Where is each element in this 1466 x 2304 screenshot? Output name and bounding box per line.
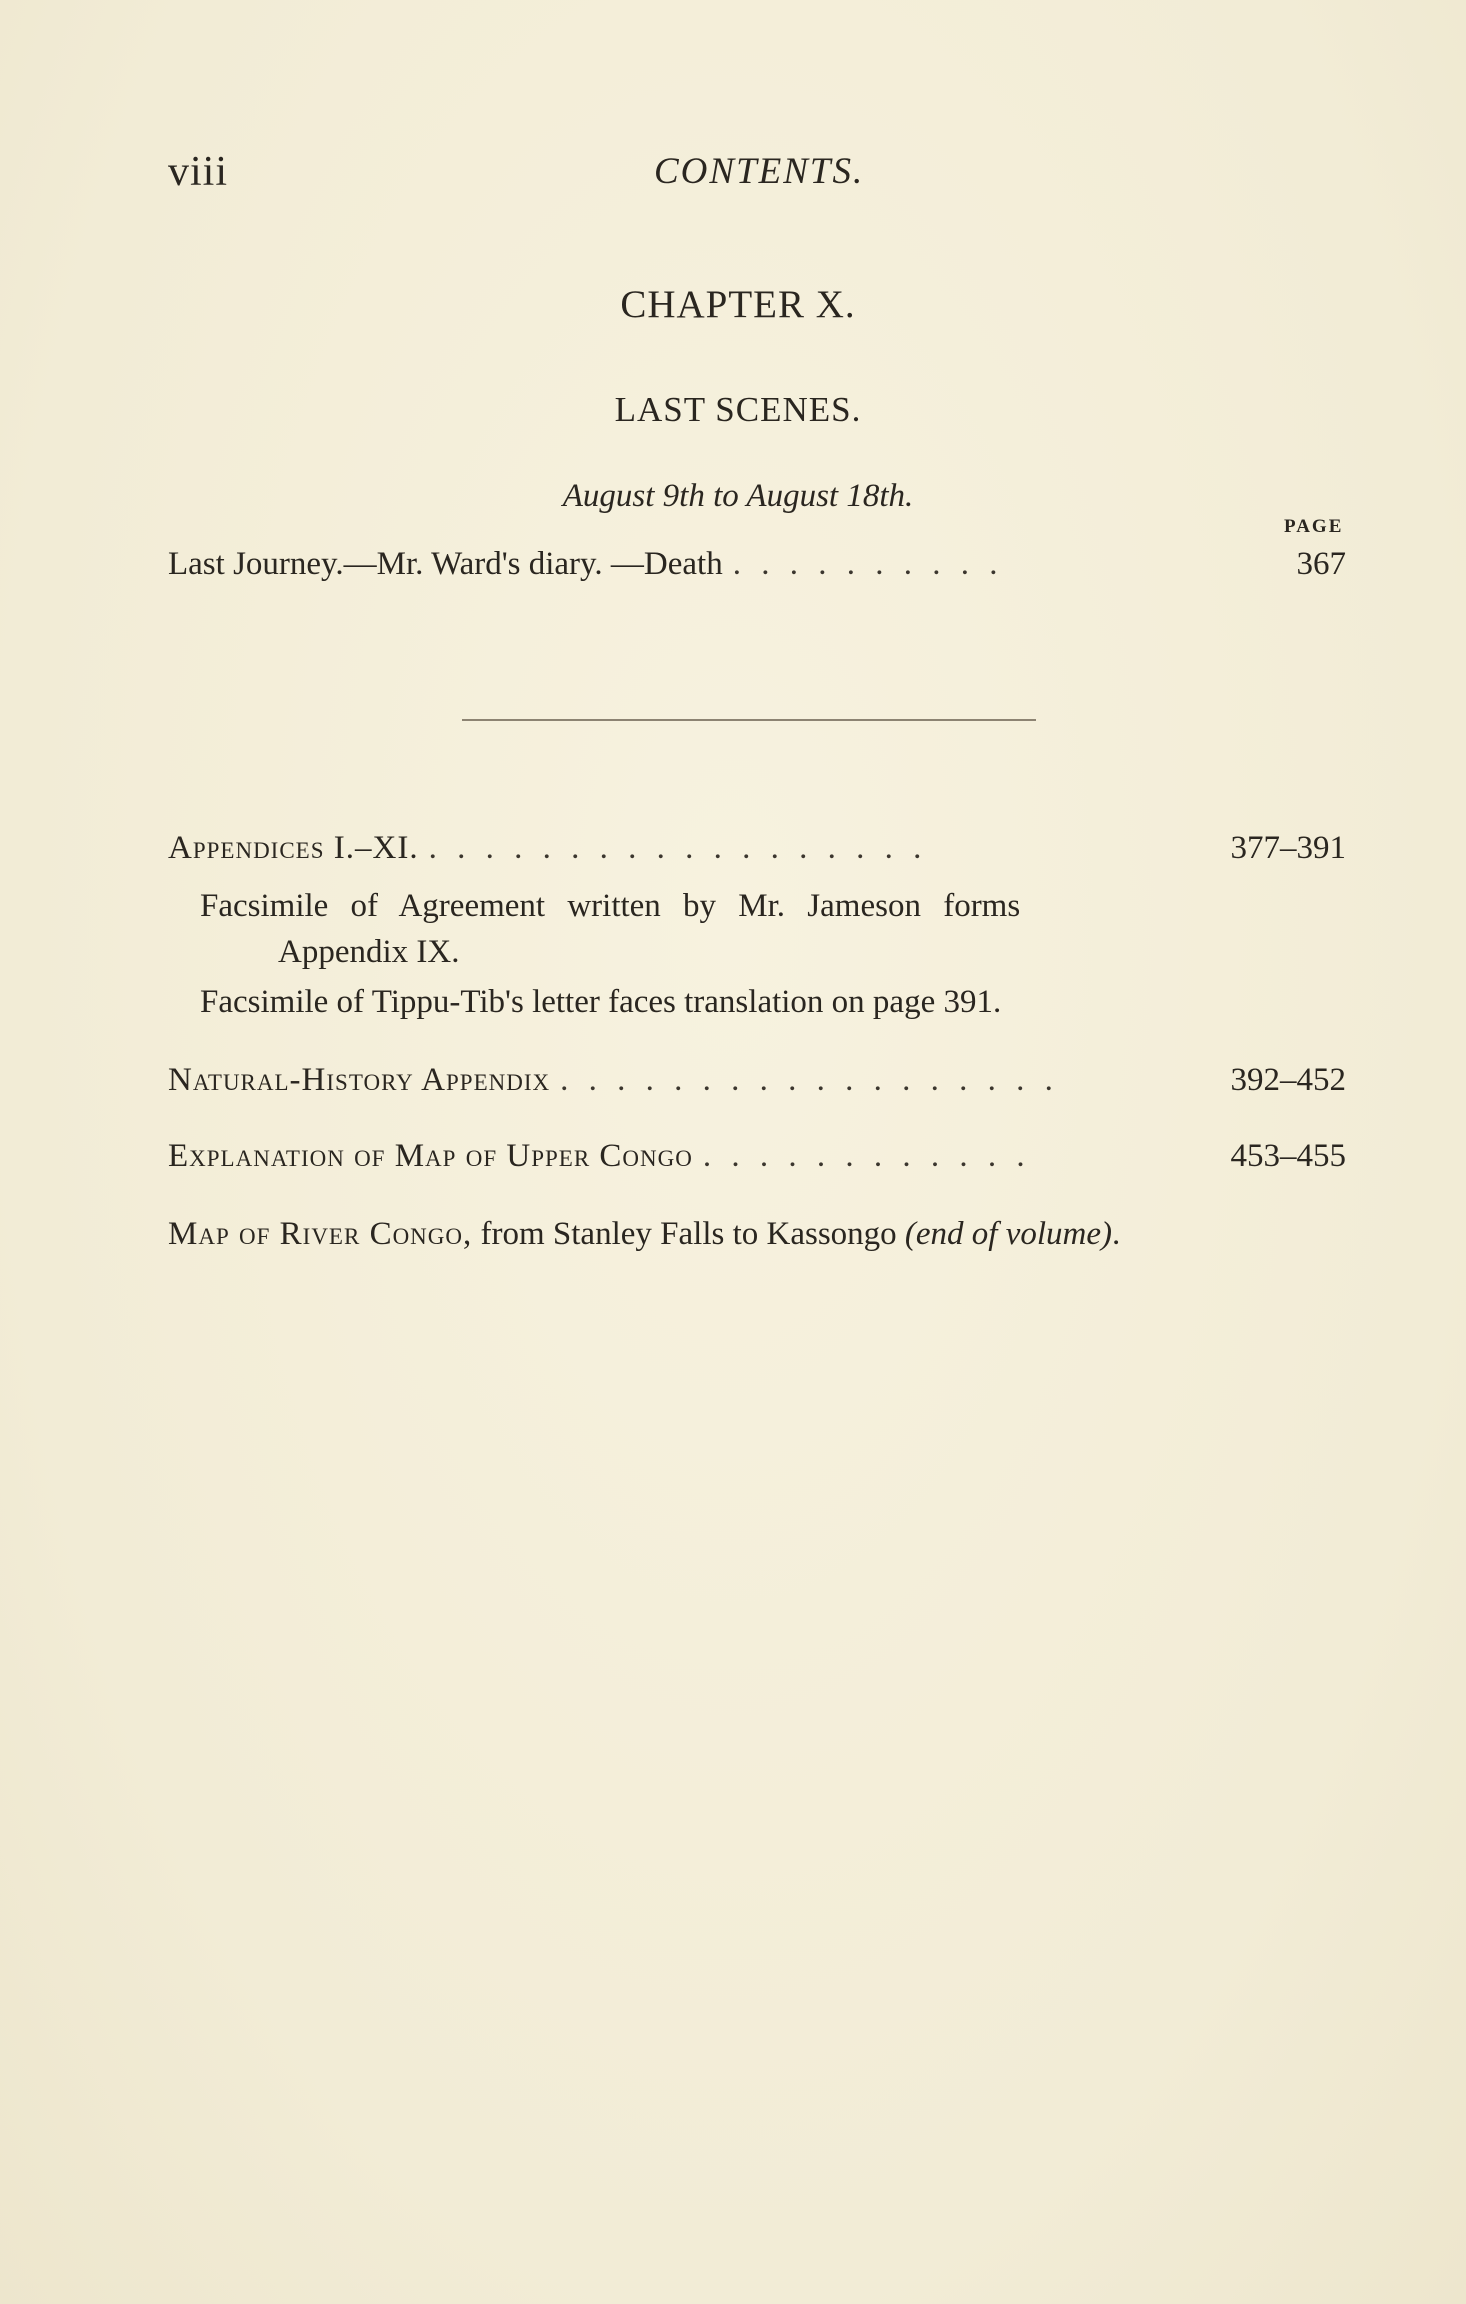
toc-entry-appendices <box>168 830 1346 867</box>
toc-entry-page: 367 <box>1296 546 1346 582</box>
appendix-note-letter: Facsimile of Tippu-Tib's letter faces translation on page 391. <box>200 984 1002 1020</box>
running-head: CONTENTS. <box>654 151 865 192</box>
chapter-title: CHAPTER X. <box>620 283 856 326</box>
toc-entry-map-explanation <box>168 1138 1346 1175</box>
page-folio: viii <box>168 149 229 195</box>
toc-entry-page: 377–391 <box>1230 830 1346 866</box>
toc-entry-label: Explanation of Map of Upper Congo <box>168 1138 693 1174</box>
appendix-note-agreement-cont: Appendix IX. <box>278 934 460 970</box>
map-entry-text: from Stanley Falls to Kassongo <box>472 1216 905 1252</box>
section-divider <box>462 719 1036 721</box>
leader-dots: . . . . . . . . . . . . . . . . . . <box>428 830 928 866</box>
toc-entry-label: Last Journey.—Mr. Ward's diary. —Death <box>168 546 723 582</box>
toc-entry-map-river-congo <box>168 1216 1120 1253</box>
toc-entry-page: 392–452 <box>1230 1062 1346 1098</box>
leader-dots: . . . . . . . . . . . . <box>702 1138 1031 1174</box>
leader-dots: . . . . . . . . . . <box>732 546 1004 582</box>
toc-entry-last-journey <box>168 546 1346 583</box>
appendix-note-agreement: Facsimile of Agreement written by Mr. Jameson forms <box>200 888 1021 924</box>
toc-entry-label: Natural-History Appendix <box>168 1062 551 1098</box>
page-column-label: PAGE <box>1284 516 1344 537</box>
map-entry-italic: (end of volume) <box>904 1216 1113 1252</box>
toc-entry-natural-history <box>168 1062 1346 1099</box>
toc-entry-page: 453–455 <box>1230 1138 1346 1174</box>
toc-entry-label: Appendices I.–XI. <box>168 830 419 866</box>
map-entry-end: . <box>1112 1216 1121 1252</box>
section-title: LAST SCENES. <box>614 390 862 429</box>
map-entry-label: Map of River Congo, <box>168 1216 473 1252</box>
leader-dots: . . . . . . . . . . . . . . . . . . <box>560 1062 1059 1098</box>
chapter-date-range: August 9th to August 18th. <box>562 478 914 514</box>
